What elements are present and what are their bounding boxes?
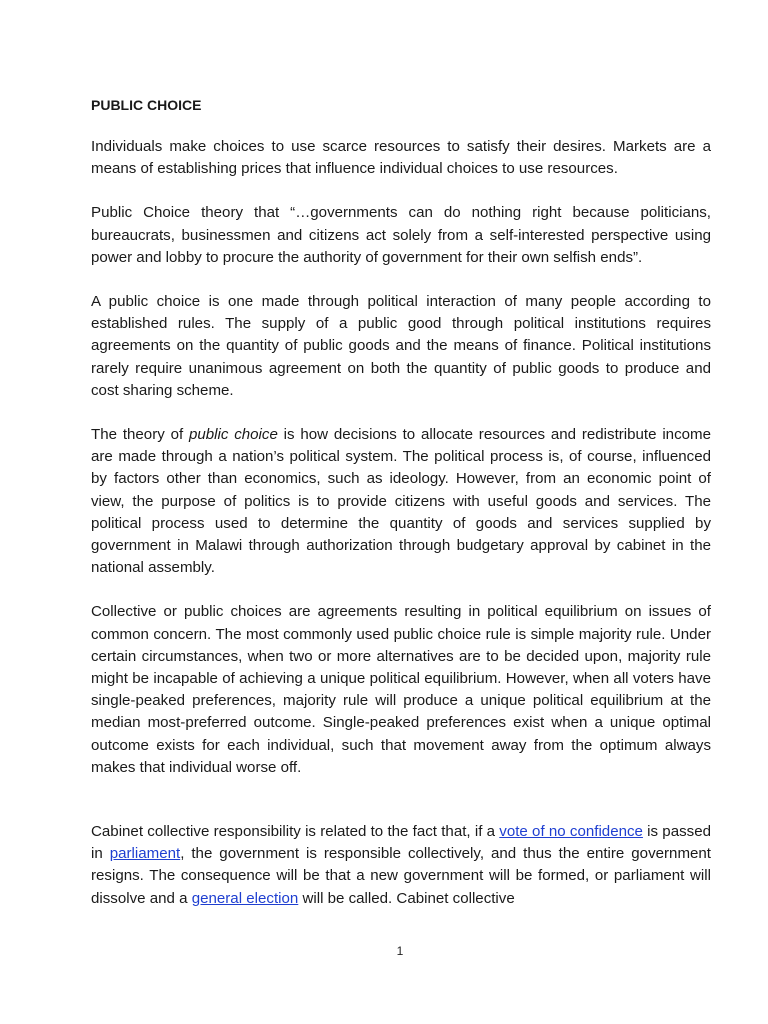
paragraph-text: will be called. Cabinet collective: [298, 889, 515, 907]
paragraph-collective-choices: Collective or public choices are agreements resulting in political equilibrium on issues of common concern. The most commonly used public choice rule is simple majority rule. Under certain circumstances, when two or more alternatives are to be decided upon, majority rule might be incapable of achieving a unique political equilibrium. However, when all voters have single-peaked preferences, majority rule will produce a unique political equilibrium at the median most-preferred outcome. Single-peaked preferences exist when a unique optimal outcome exists for each individual, such that movement away from the optimum always makes that individual worse off.: [91, 603, 711, 776]
paragraph-text: Cabinet collective responsibility is related to the fact that, if a: [91, 823, 500, 841]
page-number: 1: [396, 944, 404, 958]
paragraph-scarce-resources: Individuals make choices to use scarce resources to satisfy their desires. Markets are a means of establishing prices that influence individual choices to use resources.: [91, 138, 711, 178]
paragraph-public-choice-definition: A public choice is one made through political interaction of many people according to established rules. The supply of a public good through political institutions requires agreements on the quantity of public goods and the means of finance. Political institutions rarely require unanimous agreement on both the quantity of public goods to produce and cost sharing scheme.: [91, 293, 711, 399]
paragraph-text: is passed in: [91, 823, 711, 863]
emphasis-public-choice: public choice: [188, 426, 278, 444]
paragraph-cabinet-responsibility: [91, 821, 711, 910]
paragraph-theory-of-public-choice: [91, 424, 711, 579]
paragraph-text: The theory of: [91, 426, 189, 444]
paragraph-text: , the government is responsible collectively, and thus the entire government resigns. The consequence will be that a new government will be formed, or parliament will dissolve and a: [91, 845, 711, 907]
link-general-election[interactable]: general election: [191, 889, 299, 907]
document-title: PUBLIC CHOICE: [91, 97, 202, 113]
document-body: [91, 94, 711, 932]
paragraph-public-choice-theory-quote: Public Choice theory that “…governments can do nothing right because politicians, bureaucrats, businessmen and citizens act solely from a self-interested perspective using power and lobby to procure the authority of government for their own selfish ends”.: [91, 204, 711, 266]
link-vote-of-no-confidence[interactable]: vote of no confidence: [499, 823, 643, 841]
paragraph-text: is how decisions to allocate resources and redistribute income are made through a nation’s political system. The political process is, of course, influenced by factors other than economics, such as ideology. However, from an economic point of view, the purpose of politics is to provide citizens with useful goods and services. The political process used to determine the quantity of goods and services supplied by government in Malawi through authorization through budgetary approval by cabinet in the national assembly.: [91, 426, 711, 577]
link-parliament[interactable]: parliament: [109, 845, 181, 863]
